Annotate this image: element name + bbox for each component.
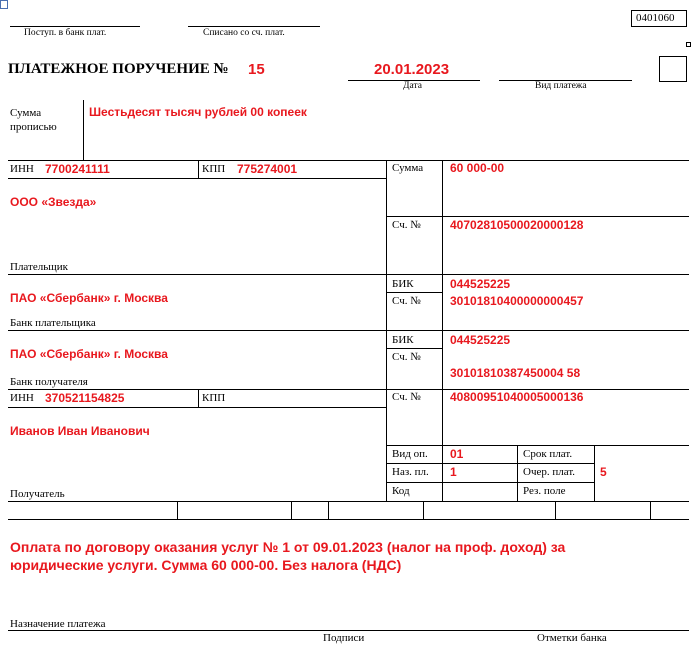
grid-line-292 xyxy=(386,292,442,293)
payer-account: 40702810500020000128 xyxy=(450,218,584,232)
payer-bank-label: Банк плательщика xyxy=(10,317,96,329)
payer-name: ООО «Звезда» xyxy=(10,195,97,209)
payer-inn-label: ИНН xyxy=(10,163,34,175)
date-label: Дата xyxy=(403,81,422,91)
received-date-line xyxy=(10,26,140,27)
strip-vline-177 xyxy=(177,501,178,519)
payer-bik-label: БИК xyxy=(392,278,414,290)
payer-label: Плательщик xyxy=(10,261,68,273)
payer-kpp: 775274001 xyxy=(237,162,298,176)
payee-kpp-label: КПП xyxy=(202,392,226,404)
payee-label: Получатель xyxy=(10,488,65,500)
payer-bank-name: ПАО «Сбербанк» г. Москва xyxy=(10,291,168,305)
payer-kpp-label: КПП xyxy=(202,163,226,175)
grid-vline-594 xyxy=(594,445,595,501)
payee-name: Иванов Иван Иванович xyxy=(10,424,150,438)
op-type-label: Вид оп. xyxy=(392,448,428,460)
priority-label: Очер. плат. xyxy=(523,466,576,478)
payee-inn: 370521154825 xyxy=(45,391,125,405)
purpose-text-line1: Оплата по договору оказания услуг № 1 от 09.01.2023 (налог на проф. доход) за xyxy=(10,539,566,555)
small-square-marker xyxy=(686,42,691,47)
amount-words-label-1: Сумма xyxy=(10,107,42,119)
pay-term-label: Срок плат. xyxy=(523,448,573,460)
payee-bik-label: БИК xyxy=(392,334,414,346)
purpose-bottom-line xyxy=(8,630,689,631)
op-type: 01 xyxy=(450,447,464,461)
payee-bank-name: ПАО «Сбербанк» г. Москва xyxy=(10,347,168,361)
grid-line-389 xyxy=(8,389,689,390)
purpose-text-line2: юридические услуги. Сумма 60 000-00. Без налога (НДС) xyxy=(10,557,402,573)
bank-marks-label: Отметки банка xyxy=(537,632,607,644)
payee-bik: 044525225 xyxy=(450,333,511,347)
amount-label: Сумма xyxy=(392,162,424,174)
grid-vline-198a xyxy=(198,160,199,178)
grid-line-216 xyxy=(386,216,689,217)
amount-value: 60 000-00 xyxy=(450,161,505,175)
strip-vline-650 xyxy=(650,501,651,519)
document-date: 20.01.2023 xyxy=(374,61,450,78)
form-code: 0401060 xyxy=(636,12,675,24)
grid-vline-386 xyxy=(386,160,387,501)
grid-line-348 xyxy=(386,348,442,349)
grid-line-330 xyxy=(8,330,689,331)
amount-words-value: Шестьдесят тысяч рублей 00 копеек xyxy=(89,105,307,119)
purpose-label: Назначение платежа xyxy=(10,618,106,630)
strip-vline-555 xyxy=(555,501,556,519)
strip-vline-291 xyxy=(291,501,292,519)
strip-vline-328 xyxy=(328,501,329,519)
payment-type-label: Вид платежа xyxy=(535,81,587,91)
payee-corr: 30101810387450004 58 xyxy=(450,366,581,380)
grid-line-160 xyxy=(8,160,689,161)
priority: 5 xyxy=(600,465,607,479)
received-label: Поступ. в банк плат. xyxy=(24,28,107,38)
debited-date-line xyxy=(188,26,320,27)
strip-vline-423 xyxy=(423,501,424,519)
grid-line-445 xyxy=(386,445,689,446)
payer-inn: 7700241111 xyxy=(45,162,110,176)
amount-words-divider xyxy=(83,100,84,160)
payer-bik: 044525225 xyxy=(450,277,511,291)
payee-corr-label: Сч. № xyxy=(392,351,421,363)
grid-vline-442 xyxy=(442,160,443,501)
grid-vline-517 xyxy=(517,445,518,501)
grid-line-407 xyxy=(8,407,386,408)
purpose-code-label: Наз. пл. xyxy=(392,466,429,478)
payee-account-label: Сч. № xyxy=(392,391,421,403)
document-title: ПЛАТЕЖНОЕ ПОРУЧЕНИЕ № xyxy=(8,61,229,77)
purpose-code: 1 xyxy=(450,465,457,479)
debited-label: Списано со сч. плат. xyxy=(203,28,285,38)
grid-line-463 xyxy=(386,463,594,464)
grid-vline-198b xyxy=(198,389,199,407)
payee-account: 40800951040005000136 xyxy=(450,390,584,404)
document-icon xyxy=(0,0,8,9)
code-label: Код xyxy=(392,485,410,497)
amount-words-label-2: прописью xyxy=(10,121,57,133)
grid-line-178 xyxy=(8,178,386,179)
reserve-label: Рез. поле xyxy=(523,485,566,497)
grid-line-519 xyxy=(8,519,689,520)
payee-bank-label: Банк получателя xyxy=(10,376,88,388)
grid-line-482 xyxy=(386,482,594,483)
grid-line-274 xyxy=(8,274,689,275)
payee-inn-label: ИНН xyxy=(10,392,34,404)
signatures-label: Подписи xyxy=(323,632,365,644)
document-number: 15 xyxy=(248,61,265,78)
grid-line-501 xyxy=(8,501,689,502)
payer-corr-label: Сч. № xyxy=(392,295,421,307)
payer-corr: 30101810400000000457 xyxy=(450,294,584,308)
payer-account-label: Сч. № xyxy=(392,219,421,231)
status-box xyxy=(659,56,687,82)
